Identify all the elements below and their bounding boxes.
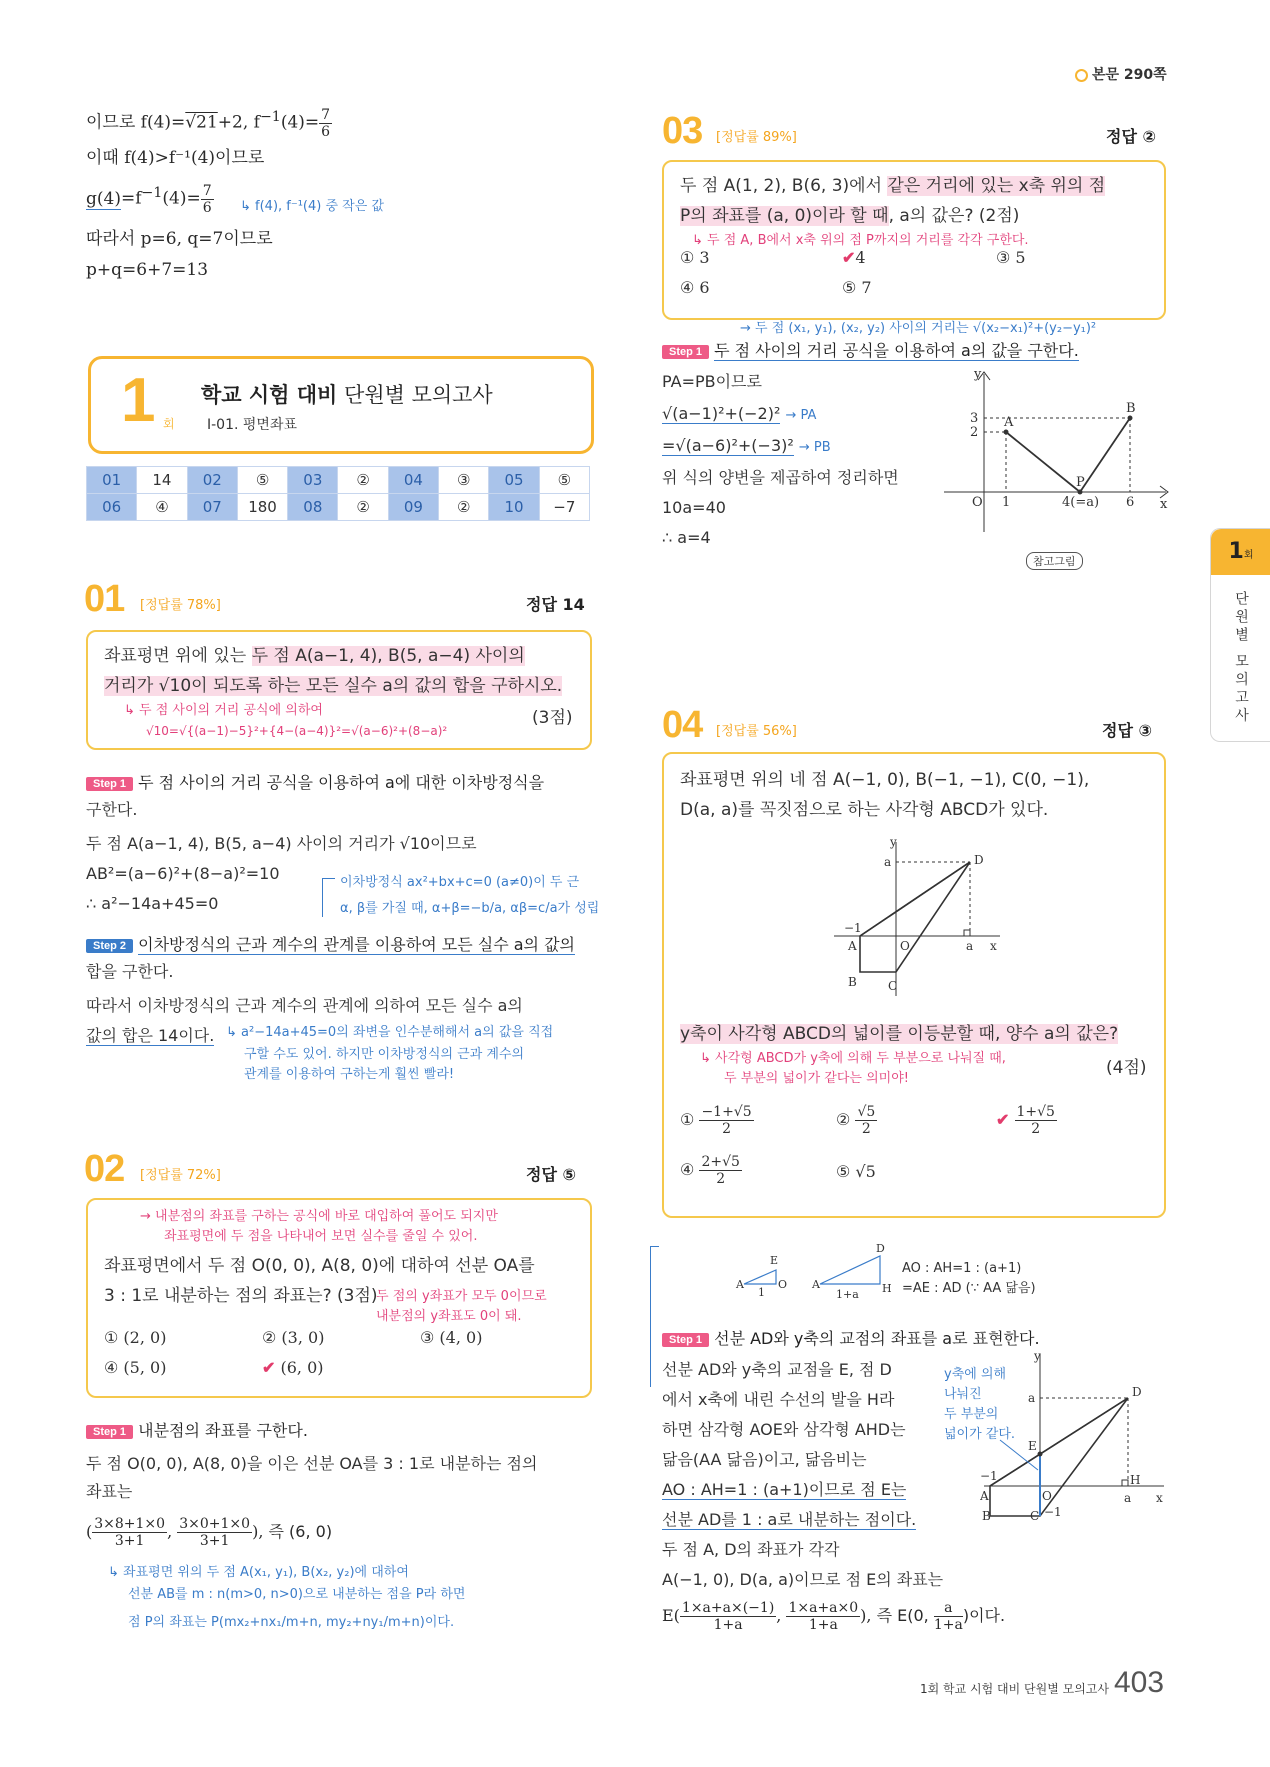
q02-n3: 점 P의 좌표는 P(mx₂+nx₁/m+n, my₂+ny₁/m+n)이다. [128, 1615, 455, 1630]
q01-number: 01 [84, 578, 125, 620]
q04-figure [830, 836, 1010, 1006]
right-angle-icon [964, 930, 970, 936]
q01-step1b: 구한다. [86, 800, 138, 819]
q04-choice-2: ② $\frac{√5}{2}$ [836, 1104, 876, 1137]
q03-number: 03 [662, 110, 703, 152]
point-h-label: H [1130, 1473, 1141, 1487]
q02-rate: [정답률 72%] [140, 1168, 221, 1183]
point-b-label: B [1126, 401, 1136, 416]
tick-label: a [966, 939, 974, 953]
q01-points: (3점) [532, 708, 573, 728]
q03-b4: 위 식의 양변을 제곱하여 정리하면 [662, 468, 899, 487]
circle-icon [1075, 69, 1088, 82]
q03-b5: 10a=40 [662, 498, 726, 517]
q04-text-2: D(a, a)를 꼭짓점으로 하는 사각형 ABCD가 있다. [680, 800, 1049, 820]
q03-text-1: 두 점 A(1, 2), B(6, 3)에서 같은 거리에 있는 x축 위의 점 [680, 176, 1106, 196]
q04-choice-1: ① $\frac{-1+√5}{2}$ [680, 1104, 752, 1137]
q02-b2: 좌표는 [86, 1482, 133, 1501]
q04-b4: 닮음(AA 닮음)이고, 닮음비는 [662, 1450, 867, 1469]
mini-a2-label: A [812, 1278, 820, 1291]
q01-answer: 정답 14 [526, 595, 585, 614]
origin-label: O [900, 939, 910, 953]
q04-side-2: 나눠진 [944, 1387, 982, 1402]
q04-b2: 에서 x축에 내린 수선의 발을 H라 [662, 1390, 895, 1409]
q02-text-2: 3 : 1로 내분하는 점의 좌표는? (3점) [104, 1286, 378, 1306]
title-text: 학교 시험 대비 단원별 모의고사 [201, 383, 493, 407]
q03-choice-5: ⑤ 7 [842, 278, 872, 297]
q02-b1: 두 점 O(0, 0), A(8, 0)을 이은 선분 OA를 3 : 1로 내분하는 점의 [86, 1454, 538, 1473]
quadrilateral-abcd [990, 1398, 1128, 1516]
q03-top-note: → 두 점 (x₁, y₁), (x₂, y₂) 사이의 거리는 √(x₂−x₁)²+(y₂−y₁)² [740, 321, 1097, 336]
footer-title: 1회 학교 시험 대비 단원별 모의고사 [920, 1682, 1109, 1696]
origin-label: O [1042, 1489, 1052, 1503]
point-e-label: E [1028, 1439, 1037, 1453]
q03-answer: 정답 ② [1106, 127, 1157, 146]
point-a-label: A [980, 1489, 989, 1503]
q02-formula: ( $\frac{3\times 8+1\times 0}{3+1}$ , $\frac{3\times 0+1\times 0}{3+1}$ ), 즉 (6, 0) [86, 1516, 333, 1549]
q04-text-3: y축이 사각형 ABCD의 넓이를 이등분할 때, 양수 a의 값은? [680, 1024, 1119, 1044]
q03-b6: ∴ a=4 [662, 528, 711, 547]
q01-step2: Step 2 이차방정식의 근과 계수의 관계를 이용하여 모든 실수 a의 값의 [86, 932, 575, 955]
q04-step1: Step 1 선분 AD와 y축의 교점의 좌표를 a로 표현한다. [662, 1326, 1040, 1349]
q02-choice-4: ④ (5, 0) [104, 1358, 167, 1377]
q01-note-1: ↳ 두 점 사이의 거리 공식에 의하여 [124, 703, 323, 718]
check-icon: ✔ [996, 1110, 1010, 1129]
q01-b5: 값의 합은 14이다. [86, 1026, 215, 1045]
q02-n1: ↳ 좌표평면 위의 두 점 A(x₁, y₁), B(x₂, y₂)에 대하여 [108, 1565, 409, 1580]
q03-choice-3: ③ 5 [996, 248, 1026, 267]
q01-step1: Step 1 두 점 사이의 거리 공식을 이용하여 a에 대한 이차방정식을 [86, 770, 544, 793]
q03-choice-1: ① 3 [680, 248, 710, 267]
q01-text-2: 거리가 √10이 되도록 하는 모든 실수 a의 값의 합을 구하시오. [104, 676, 563, 696]
q01-note-2: √10=√{(a−1)−5}²+{4−(a−4)}²=√(a−6)²+(8−a)² [146, 724, 448, 738]
tick-label: 6 [1126, 495, 1135, 510]
tick-label: 3 [970, 411, 979, 426]
tick-label: 2 [970, 425, 979, 440]
q02-note-1: → 내분점의 좌표를 구하는 공식에 바로 대입하여 풀어도 되지만 [140, 1209, 498, 1224]
title-box [88, 356, 594, 454]
tick-label: −1 [1044, 1505, 1062, 1519]
tick-label: 1 [1002, 495, 1011, 510]
title-num: 1 [121, 366, 156, 435]
q04-choice-4: ④ $\frac{2+√5}{2}$ [680, 1154, 740, 1187]
prev-line-1: 이므로 f(4)=√21+2, $f^{-1}(4)=$ $\frac{7}{6}$ [86, 106, 331, 140]
prev-note: ↳ f(4), f⁻¹(4) 중 작은 값 [240, 199, 384, 214]
q02-answer: 정답 ⑤ [526, 1165, 577, 1184]
page-number: 403 [1114, 1666, 1165, 1699]
q03-text-2: P의 좌표를 (a, 0)이라 할 때, a의 값은? (2점) [680, 206, 1020, 226]
q02-number: 02 [84, 1148, 125, 1190]
prev-line-2: 이때 f(4)>f⁻¹(4)이므로 [86, 148, 265, 168]
q01-side-bracket [322, 878, 335, 917]
q04-figure-2 [980, 1350, 1170, 1520]
q03-figure [940, 368, 1170, 538]
q02-choice-3: ③ (4, 0) [420, 1328, 483, 1347]
q03-figure-label: 참고그림 [1026, 552, 1083, 570]
x-label: x [1160, 497, 1168, 512]
segment-ad [990, 1398, 1128, 1486]
q02-text-1: 좌표평면에서 두 점 O(0, 0), A(8, 0)에 대하여 선분 OA를 [104, 1256, 535, 1276]
segment-ad [860, 862, 970, 936]
q04-text-1: 좌표평면 위의 네 점 A(−1, 0), B(−1, −1), C(0, −1), [680, 770, 1090, 790]
q04-b3: 하면 삼각형 AOE와 삼각형 AHD는 [662, 1420, 906, 1439]
q03-choice-2: ✔4 [842, 248, 866, 267]
right-angle-icon [1122, 1480, 1128, 1486]
segment-pb [1080, 418, 1130, 492]
q01-rate: [정답률 78%] [140, 598, 221, 613]
q03-b3: =√(a−6)²+(−3)² → PB [662, 436, 831, 455]
q02-side-1: 두 점의 y좌표가 모두 0이므로 [376, 1289, 547, 1304]
tick-label: −1 [844, 921, 862, 935]
q04-number: 04 [662, 704, 703, 746]
prev-line-4: 따라서 p=6, q=7이므로 [86, 229, 273, 249]
point-a [1004, 430, 1009, 435]
q04-mini-figure [730, 1240, 900, 1300]
mini-1-label: 1 [758, 1286, 765, 1299]
mini-a-label: A [736, 1278, 744, 1291]
side-tab-label: 단원별 모의고사 [1233, 591, 1249, 726]
q01-side-2: α, β를 가질 때, α+β=−b/a, αβ=c/a가 성립 [340, 901, 600, 916]
q01-step2b: 합을 구한다. [86, 962, 174, 981]
q01-b1: 두 점 A(a−1, 4), B(5, a−4) 사이의 거리가 √10이므로 [86, 834, 477, 853]
point-d-label: D [1132, 1385, 1142, 1399]
q01-n3: 관계를 이용하여 구하는게 훨씬 빨라! [244, 1067, 455, 1082]
point-a-label: A [1004, 415, 1014, 430]
check-icon: ✔ [842, 248, 856, 267]
q04-mini-bracket [650, 1246, 659, 1387]
check-icon: ✔ [262, 1358, 276, 1377]
q04-side-4: 넓이가 같다. [944, 1427, 1016, 1442]
side-tab: 1회 단원별 모의고사 [1210, 528, 1270, 742]
q01-b2: AB²=(a−6)²+(8−a)²=10 [86, 864, 280, 883]
q04-b7: 두 점 A, D의 좌표가 각각 [662, 1540, 840, 1559]
y-label: y [890, 836, 897, 849]
q01-b3: ∴ a²−14a+45=0 [86, 894, 219, 913]
q04-b5: AO : AH=1 : (a+1)이므로 점 E는 [662, 1480, 907, 1499]
mini-e-label: E [770, 1254, 779, 1267]
q04-formula: E( $\frac{1\times a+a\times(-1)}{1+a}$ , $\frac{1\times a+a\times 0}{1+a}$ ), 즉 E(0, $\frac{a}{1+a}$ )이다. [662, 1600, 1006, 1633]
point-b-label: B [848, 975, 857, 989]
q04-b1: 선분 AD와 y축의 교점을 E, 점 D [662, 1360, 892, 1379]
q04-note-1: ↳ 사각형 ABCD가 y축에 의해 두 부분으로 나눠질 때, [700, 1051, 1006, 1066]
q04-side-1: y축에 의해 [944, 1367, 1007, 1382]
prev-line-3: $g(4)=f^{-1}(4)=$ $\frac{7}{6}$ [86, 182, 212, 216]
q02-n2: 선분 AB를 m : n(m>0, n>0)으로 내분하는 점을 P라 하면 [128, 1587, 466, 1602]
q02-note-2: 좌표평면에 두 점을 나타내어 보면 실수를 줄일 수 있어. [164, 1229, 478, 1244]
page-ref: 본문 290쪽 [1075, 64, 1167, 84]
prev-line-5: p+q=6+7=13 [86, 260, 209, 280]
q03-b1: PA=PB이므로 [662, 372, 762, 391]
q02-choice-2: ② (3, 0) [262, 1328, 325, 1347]
q04-mini-2: =AE : AD (∵ AA 닮음) [902, 1281, 1036, 1296]
q03-rate: [정답률 89%] [716, 130, 797, 145]
origin-label: O [972, 495, 983, 510]
mini-1a-label: 1+a [836, 1288, 859, 1300]
point-a-label: A [848, 939, 857, 953]
q04-choice-5: ⑤ √5 [836, 1162, 876, 1181]
point-e [1038, 1452, 1043, 1457]
q04-choice-3: ✔ $\frac{1+√5}{2}$ [996, 1104, 1055, 1137]
quadrilateral-abcd [860, 862, 970, 972]
y-label: y [974, 368, 982, 382]
q03-choice-4: ④ 6 [680, 278, 710, 297]
mini-d-label: D [876, 1242, 885, 1255]
q04-side-3: 두 부분의 [944, 1407, 999, 1422]
answer-grid-row: 01 14 02 ⑤ 03 ② 04 ③ 05 ⑤ [87, 467, 590, 494]
q03-step1: Step 1 두 점 사이의 거리 공식을 이용하여 a의 값을 구한다. [662, 338, 1079, 361]
q04-answer: 정답 ③ [1102, 721, 1153, 740]
q04-rate: [정답률 56%] [716, 724, 797, 739]
title-subtitle: Ⅰ-01. 평면좌표 [207, 417, 297, 433]
point-c-label: C [888, 979, 898, 993]
q02-side-2: 내분점의 y좌표도 0이 돼. [376, 1309, 522, 1324]
q03-note: ↳ 두 점 A, B에서 x축 위의 점 P까지의 거리를 각각 구한다. [692, 233, 1029, 248]
q04-b8: A(−1, 0), D(a, a)이므로 점 E의 좌표는 [662, 1570, 944, 1589]
q01-n2: 구할 수도 있어. 하지만 이차방정식의 근과 계수의 [244, 1047, 525, 1062]
title-suffix: 회 [163, 417, 175, 431]
q04-b6: 선분 AD를 1 : a로 내분하는 점이다. [662, 1510, 917, 1529]
x-label: x [990, 939, 997, 953]
tick-label: −1 [980, 1469, 998, 1483]
x-label: x [1156, 1491, 1163, 1505]
tick-label: a [1124, 1491, 1132, 1505]
segment-pa [1006, 432, 1080, 492]
mini-o-label: O [778, 1278, 788, 1291]
q02-choice-5: ✔ (6, 0) [262, 1358, 324, 1377]
point-c-label: C [1030, 1509, 1040, 1520]
q01-side-1: 이차방정식 ax²+bx+c=0 (a≠0)이 두 근 [340, 875, 580, 890]
tick-label: 4(=a) [1062, 495, 1100, 510]
point-b [1128, 416, 1133, 421]
answer-grid-row: 06 ④ 07 180 08 ② 09 ② 10 −7 [87, 494, 590, 521]
triangle-ahd [820, 1256, 880, 1284]
q03-b2: √(a−1)²+(−2)² → PA [662, 404, 817, 423]
point-p [1078, 490, 1083, 495]
triangle-aoe [744, 1270, 776, 1284]
answer-grid [86, 466, 590, 521]
q04-mini-1: AO : AH=1 : (a+1) [902, 1261, 1022, 1276]
point-d-label: D [974, 853, 984, 867]
point-b-label: B [982, 1509, 991, 1520]
tick-label: a [884, 855, 892, 869]
tick-label: a [1028, 1391, 1036, 1405]
q04-note-2: 두 부분의 넓이가 같다는 의미야! [724, 1071, 909, 1086]
q01-n1: ↳ a²−14a+45=0의 좌변을 인수분해해서 a의 값을 직접 [226, 1025, 554, 1040]
point-p-label: P [1076, 475, 1085, 490]
q04-points: (4점) [1106, 1058, 1147, 1078]
q01-b4: 따라서 이차방정식의 근과 계수의 관계에 의하여 모든 실수 a의 [86, 996, 523, 1015]
q02-choice-1: ① (2, 0) [104, 1328, 167, 1347]
q02-step1: Step 1 내분점의 좌표를 구한다. [86, 1418, 308, 1441]
q01-text-1: 좌표평면 위에 있는 두 점 A(a−1, 4), B(5, a−4) 사이의 [104, 646, 525, 666]
y-label: y [1034, 1350, 1041, 1363]
mini-h-label: H [882, 1282, 892, 1295]
